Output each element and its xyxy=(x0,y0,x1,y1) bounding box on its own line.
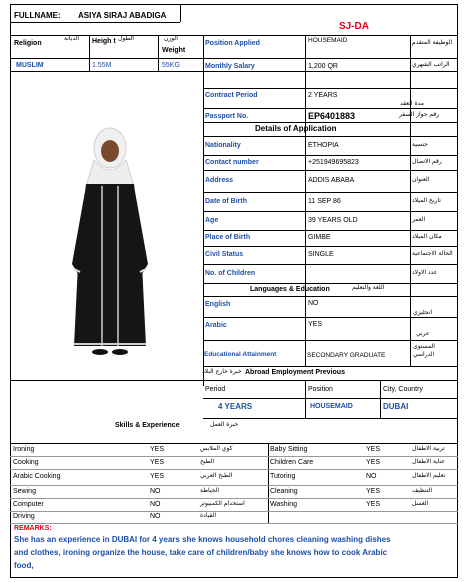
applicant-silhouette xyxy=(50,114,170,364)
arabic-ar: عربي xyxy=(416,330,430,337)
skill-ar: الطبخ العربي xyxy=(200,472,233,479)
rule xyxy=(10,511,458,512)
skill-ar: تعليم الاطفال xyxy=(412,472,446,479)
details-label: Address xyxy=(205,177,234,184)
arabic-value: YES xyxy=(308,321,323,328)
details-label: Nationality xyxy=(205,142,241,149)
rule xyxy=(410,136,411,296)
rule xyxy=(305,136,306,296)
contract-period-ar: مدة العقد xyxy=(400,100,424,107)
skill-value: NO xyxy=(366,473,377,480)
rule xyxy=(10,58,203,59)
rule xyxy=(10,456,458,457)
details-ar: العمر xyxy=(412,216,426,223)
skill-label: Children Care xyxy=(270,459,314,466)
details-label: No. of Children xyxy=(205,270,256,277)
details-value: GIMBE xyxy=(308,234,331,241)
rule xyxy=(203,122,458,123)
rule xyxy=(203,155,458,156)
skill-ar: الغسل xyxy=(412,500,429,507)
passport-ar: رقم جواز السفر xyxy=(399,111,440,118)
rule xyxy=(203,136,458,137)
abroad-title-ar: خبرة خارج البلاد xyxy=(202,368,242,375)
languages-title-ar: اللغة والتعليم xyxy=(352,284,385,291)
rule xyxy=(410,35,411,136)
rule xyxy=(203,108,458,109)
remarks-label: REMARKS: xyxy=(14,525,52,532)
rule xyxy=(203,418,458,419)
rule xyxy=(203,246,458,247)
rule xyxy=(203,58,458,59)
skill-value: NO xyxy=(150,501,161,508)
rule xyxy=(10,469,458,470)
remarks-line-2: and clothes, ironing organize the house, take care of children/baby she knows how to cook Arabic xyxy=(14,548,388,557)
details-value: 11 SEP 86 xyxy=(308,198,341,205)
education-ar: المستوى الدراسي xyxy=(413,343,435,358)
skill-label: Washing xyxy=(270,501,297,508)
skill-label: Baby Sitting xyxy=(270,446,308,453)
rule xyxy=(203,71,458,72)
abroad-position-value: HOUSEMAID xyxy=(310,403,353,410)
details-value: 39 YEARS OLD xyxy=(308,217,358,224)
details-ar: مكان الميلاد xyxy=(412,233,442,240)
position-applied-ar: الوظيفة المتقدم xyxy=(412,39,453,46)
monthly-salary-label: Monthly Salary xyxy=(205,63,255,70)
skill-label: Tutoring xyxy=(270,473,296,480)
skill-ar: الطبخ xyxy=(200,458,215,465)
rule xyxy=(10,443,458,444)
skill-ar: تربية الاطفال xyxy=(412,445,445,452)
contract-period-value: 2 YEARS xyxy=(308,92,338,99)
passport-label: Passport No. xyxy=(205,113,249,120)
details-ar: تاريخ الميلاد xyxy=(412,197,441,204)
skill-ar: القيادة xyxy=(200,512,216,519)
rule xyxy=(203,398,458,399)
skill-value: YES xyxy=(366,446,381,453)
details-title: Details of Application xyxy=(255,124,337,133)
details-value: SINGLE xyxy=(308,251,334,258)
details-ar: الحالة الاجتماعية xyxy=(412,250,453,257)
abroad-title: Abroad Employment Previous xyxy=(245,369,345,376)
skill-value: YES xyxy=(366,501,381,508)
abroad-position-label: Position xyxy=(308,386,333,393)
details-ar: رقم الاتصال xyxy=(412,158,442,165)
english-ar: انجليزي xyxy=(413,309,433,316)
fullname-label: FULLNAME: xyxy=(14,11,61,20)
rule xyxy=(305,35,306,136)
rule xyxy=(10,498,458,499)
height-ar: الطول xyxy=(118,35,134,42)
rule xyxy=(203,88,458,89)
abroad-period-value: 4 YEARS xyxy=(218,402,253,411)
rule xyxy=(10,71,203,72)
skill-label: Computer xyxy=(13,501,44,508)
skill-ar: الخياطة xyxy=(200,487,219,494)
details-value: +251949695823 xyxy=(308,159,359,166)
position-applied-value: HOUSEMAID xyxy=(308,37,348,44)
skill-ar: استخدام الكمبيوتر xyxy=(200,500,245,507)
rule xyxy=(203,211,458,212)
height-value: 1.55M xyxy=(92,62,112,69)
skill-ar: التنظيف xyxy=(412,487,433,494)
skill-label: Cooking xyxy=(13,459,39,466)
skills-title: Skills & Experience xyxy=(115,422,180,429)
rule xyxy=(380,380,381,418)
abroad-period-label: Period xyxy=(205,386,226,393)
skill-label: Cleaning xyxy=(270,488,298,495)
rule xyxy=(203,170,458,171)
details-ar: العنوان xyxy=(412,176,430,183)
rule xyxy=(89,35,90,71)
religion-ar: الديانة xyxy=(64,35,80,42)
rule xyxy=(203,340,458,341)
rule xyxy=(203,283,458,284)
arabic-label: Arabic xyxy=(205,322,227,329)
passport-value: EP6401883 xyxy=(308,111,356,121)
skill-ar: كوي الملابس xyxy=(200,445,233,452)
skill-value: YES xyxy=(150,459,165,466)
details-ar: جنسية xyxy=(412,141,428,148)
position-applied-label: Position Applied xyxy=(205,40,260,47)
details-label: Civil Status xyxy=(205,251,244,258)
details-value: ETHOPIA xyxy=(308,142,339,149)
details-label: Age xyxy=(205,217,219,224)
rule xyxy=(10,380,458,381)
remarks-line-3: food, xyxy=(14,561,34,570)
rule xyxy=(203,264,458,265)
rule xyxy=(410,296,411,366)
details-label: Place of Birth xyxy=(205,234,251,241)
skill-label: Driving xyxy=(13,513,35,520)
skill-value: YES xyxy=(366,459,381,466)
weight-value: 55KG xyxy=(162,62,180,69)
rule xyxy=(10,485,458,486)
monthly-salary-value: 1,200 QR xyxy=(308,63,338,70)
weight-ar: الوزن xyxy=(164,35,178,42)
contract-period-label: Contract Period xyxy=(205,92,258,99)
rule xyxy=(305,380,306,418)
fullname-divider xyxy=(180,4,181,22)
rule xyxy=(203,366,458,367)
skill-value: YES xyxy=(366,488,381,495)
monthly-salary-ar: الراتب الشهري xyxy=(412,61,450,68)
religion-label: Religion xyxy=(14,40,42,47)
skill-value: YES xyxy=(150,446,165,453)
rule xyxy=(203,230,458,231)
skill-value: NO xyxy=(150,513,161,520)
abroad-country-value: DUBAI xyxy=(383,402,409,411)
rule xyxy=(305,296,306,366)
english-value: NO xyxy=(308,300,319,307)
rule xyxy=(203,192,458,193)
fullname-underline xyxy=(10,22,180,23)
remarks-line-1: She has an experience in DUBAI for 4 years she knows household chores cleaning washing dishes xyxy=(14,535,391,544)
fullname-value: ASIYA SIRAJ ABADIGA xyxy=(78,11,167,20)
rule xyxy=(203,296,458,297)
details-ar: عدد الاولاد xyxy=(412,269,438,276)
details-label: Contact number xyxy=(205,159,259,166)
agency-code: SJ-DA xyxy=(339,21,370,32)
skill-ar: عناية الاطفال xyxy=(412,458,446,465)
skill-label: Arabic Cooking xyxy=(13,473,61,480)
english-label: English xyxy=(205,301,231,308)
abroad-country-label: City, Country xyxy=(383,386,423,393)
weight-label: Weight xyxy=(162,47,186,54)
languages-title: Languages & Education xyxy=(250,286,330,293)
education-value: SECONDARY GRADUATE xyxy=(307,352,386,359)
height-label: Heigh t xyxy=(92,38,116,45)
rule xyxy=(203,317,458,318)
education-label: Educational Attainment xyxy=(204,351,277,358)
details-label: Date of Birth xyxy=(205,198,247,205)
religion-value: MUSLIM xyxy=(16,62,44,69)
skill-value: YES xyxy=(150,473,165,480)
skill-value: NO xyxy=(150,488,161,495)
rule xyxy=(10,523,458,524)
rule xyxy=(158,35,159,71)
skill-label: Ironing xyxy=(13,446,35,453)
details-value: ADDIS ABABA xyxy=(308,177,355,184)
skill-label: Sewing xyxy=(13,488,36,495)
skills-title-ar: خبرة العمل xyxy=(210,421,239,428)
applicant-photo xyxy=(50,114,170,364)
